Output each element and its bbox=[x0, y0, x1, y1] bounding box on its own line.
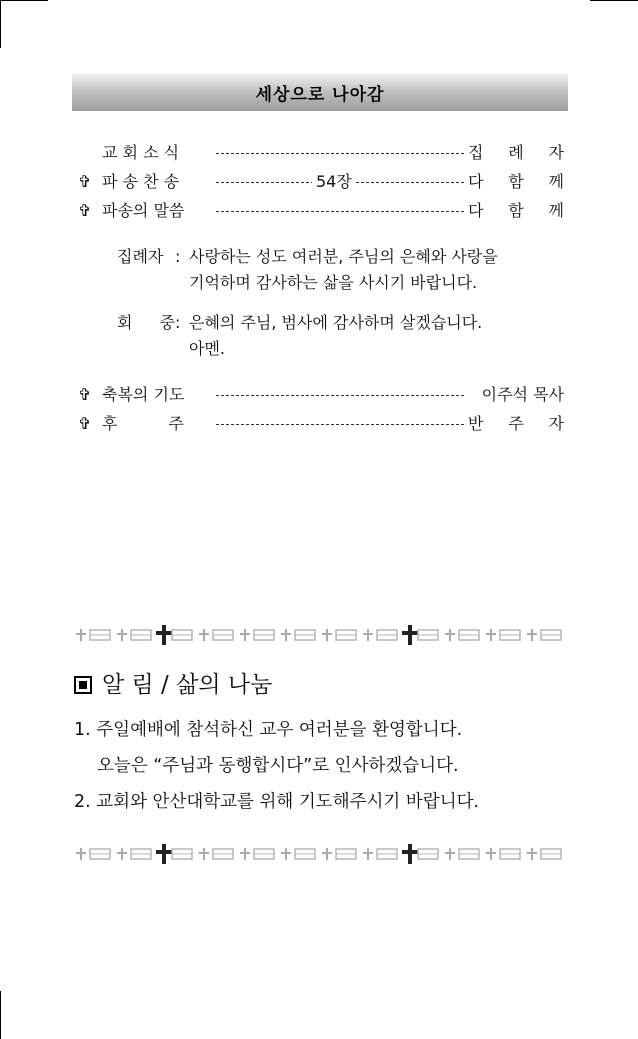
ornament-piece bbox=[76, 852, 86, 854]
crop-mark bbox=[590, 0, 638, 1]
performer-char: 주 bbox=[508, 414, 524, 433]
notice-item: 오늘은 “주님과 동행합시다”로 인사하겠습니다. bbox=[97, 756, 459, 776]
notice-item: 2. 교회와 안산대학교를 위해 기도해주시기 바랍니다. bbox=[74, 792, 480, 812]
order-row bbox=[74, 199, 564, 223]
order-row bbox=[74, 412, 564, 436]
crop-mark bbox=[0, 991, 1, 1039]
responsive-reading-congregation bbox=[117, 310, 567, 362]
reading-text bbox=[189, 244, 569, 296]
dashed-leader bbox=[216, 211, 464, 212]
ornament-piece bbox=[486, 852, 496, 854]
ornament-piece bbox=[117, 633, 127, 635]
cross-border-ornament bbox=[72, 624, 564, 646]
ornament-piece bbox=[527, 633, 537, 635]
performer-char: 함 bbox=[508, 172, 524, 191]
cross-icon: ✞ bbox=[78, 385, 92, 404]
speaker-label bbox=[117, 310, 175, 336]
speaker-text: 회 bbox=[117, 313, 133, 332]
crop-mark bbox=[0, 0, 1, 48]
performer-char: 다 bbox=[468, 172, 484, 191]
ornament-piece bbox=[363, 852, 373, 854]
reading-line: 기억하며 감사하는 삶을 사시기 바랍니다. bbox=[189, 273, 478, 292]
performer-char: 례 bbox=[508, 143, 524, 162]
ornament-piece bbox=[486, 633, 496, 635]
speaker-text: 집례자 bbox=[117, 247, 164, 266]
crop-mark bbox=[0, 0, 48, 1]
performer-char: 께 bbox=[548, 201, 564, 220]
order-row bbox=[74, 383, 564, 407]
hymn-number: 54장 bbox=[312, 170, 356, 194]
ornament-piece bbox=[527, 852, 537, 854]
performer-char: 함 bbox=[508, 201, 524, 220]
order-row bbox=[74, 170, 564, 194]
dashed-leader bbox=[216, 424, 464, 425]
ornament-piece bbox=[322, 633, 332, 635]
order-performer bbox=[468, 170, 564, 194]
performer-char: 집 bbox=[468, 143, 484, 162]
order-label: 축복의 기도 bbox=[102, 385, 185, 404]
reading-text bbox=[189, 310, 569, 362]
ornament-piece bbox=[199, 633, 209, 635]
speaker-label bbox=[117, 244, 175, 270]
ornament-piece bbox=[156, 850, 172, 854]
order-row bbox=[74, 141, 564, 165]
performer-char: 반 bbox=[468, 414, 484, 433]
order-label: 교 회 소 식 bbox=[102, 143, 180, 162]
colon: : bbox=[175, 247, 181, 266]
ornament-piece bbox=[240, 633, 250, 635]
performer-char: 다 bbox=[468, 201, 484, 220]
order-performer bbox=[468, 412, 564, 436]
performer-char: 자 bbox=[548, 143, 564, 162]
cross-icon: ✞ bbox=[78, 172, 92, 191]
ornament-piece bbox=[240, 852, 250, 854]
ornament-piece bbox=[76, 633, 86, 635]
ornament-piece bbox=[199, 852, 209, 854]
notice-item: 1. 주일예배에 참석하신 교우 여러분을 환영합니다. bbox=[74, 720, 463, 740]
reading-line: 아멘. bbox=[189, 339, 225, 358]
order-label: 후 주 bbox=[102, 414, 184, 433]
ornament-piece bbox=[363, 633, 373, 635]
reading-line: 사랑하는 성도 여러분, 주님의 은혜와 사랑을 bbox=[189, 247, 498, 266]
ornament-piece bbox=[281, 633, 291, 635]
ornament-piece bbox=[402, 850, 418, 854]
performer-char: 자 bbox=[548, 414, 564, 433]
ornament-piece bbox=[322, 852, 332, 854]
ornament-piece bbox=[281, 852, 291, 854]
cross-icon: ✞ bbox=[78, 414, 92, 433]
responsive-reading-leader bbox=[117, 244, 567, 296]
cross-icon: ✞ bbox=[78, 201, 92, 220]
notice-heading bbox=[74, 670, 272, 700]
ornament-piece bbox=[402, 631, 418, 635]
section-title: 세상으로 나아감 bbox=[255, 84, 385, 105]
ornament-piece bbox=[156, 631, 172, 635]
square-bullet-icon bbox=[74, 676, 92, 694]
cross-border-ornament bbox=[72, 843, 564, 865]
ornament-piece bbox=[117, 852, 127, 854]
colon: : bbox=[175, 313, 181, 332]
section-header bbox=[72, 73, 568, 111]
speaker-text: 중 bbox=[159, 313, 175, 332]
performer-char: 께 bbox=[548, 172, 564, 191]
order-performer bbox=[468, 199, 564, 223]
order-performer: 이주석 목사 bbox=[481, 385, 564, 404]
order-label: 파송의 말씀 bbox=[102, 201, 185, 220]
notice-title: 알 림 / 삶의 나눔 bbox=[102, 672, 273, 698]
order-label: 파 송 찬 송 bbox=[102, 172, 180, 191]
order-performer bbox=[468, 141, 564, 165]
reading-line: 은혜의 주님, 범사에 감사하며 살겠습니다. bbox=[189, 313, 483, 332]
dashed-leader bbox=[216, 153, 464, 154]
ornament-piece bbox=[445, 852, 455, 854]
ornament-piece bbox=[445, 633, 455, 635]
dashed-leader bbox=[216, 395, 464, 396]
